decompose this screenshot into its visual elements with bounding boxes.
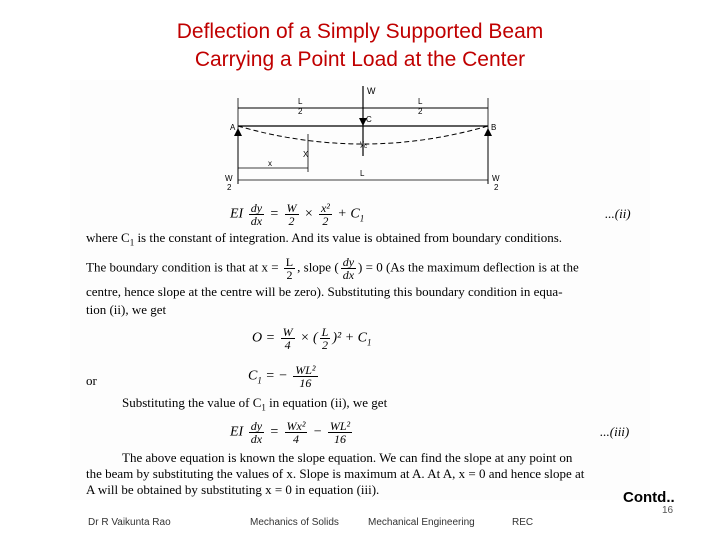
svg-text:x: x (268, 159, 272, 168)
equation-iii: EI $\frac{dy}{dx}$ = $\frac{\text{Wx²}}{4}$ − $\frac{\text{WL²}}{16}$ (230, 419, 351, 446)
svg-text:2: 2 (494, 183, 499, 192)
svg-text:W: W (492, 174, 500, 183)
continued-label: Contd.. (623, 489, 675, 506)
text-line-tion: tion (ii), we get (86, 302, 167, 317)
svg-text:B: B (491, 123, 497, 132)
svg-text:W: W (225, 174, 233, 183)
svg-text:A: A (230, 123, 236, 132)
page-number: 16 (662, 505, 674, 516)
title-line-1: Deflection of a Simply Supported Beam (176, 20, 544, 43)
title-line-2: Carrying a Point Load at the Center (194, 48, 526, 71)
boundary-condition-line: The boundary condition is that at x = $\frac{L}{2}$ , slope ( $\frac{dy}{dx}$ ) = 0 (As the maximum deflection is at the (86, 255, 579, 282)
footer-course: Mechanics of Solids (250, 517, 339, 528)
slide-title (0, 18, 720, 74)
svg-text:L: L (360, 169, 365, 178)
load-label: W (367, 86, 376, 96)
equation-iii-tag: ...(iii) (600, 424, 630, 439)
or-label: or (86, 373, 97, 388)
textbook-scan (70, 80, 650, 500)
paragraph-line-2: the beam by substituting the values of x. Slope is maximum at A. At A, x = 0 and hence slope at (86, 466, 585, 481)
svg-text:X: X (303, 150, 309, 159)
svg-text:2: 2 (227, 183, 232, 192)
where-line: where $C_1$ is the constant of integration. And its value is obtained from boundary conditions. (86, 230, 563, 248)
footer-author: Dr R Vaikunta Rao (88, 517, 171, 528)
equation-c1: $C_1$ = − $\frac{\text{WL²}}{16}$ (248, 363, 316, 390)
svg-text:C: C (366, 115, 372, 124)
equation-ii: EI $\frac{dy}{dx}$ = $\frac{W}{2}$ × $\frac{\text{x²}}{2}$ + $C_1$ (230, 201, 365, 228)
substituting-line: Substituting the value of $C_1$ in equation (ii), we get (122, 395, 388, 413)
text-line-centre: centre, hence slope at the centre will be zero). Substituting this boundary condition in equa- (86, 284, 563, 299)
svg-text:L: L (298, 97, 303, 106)
svg-text:yc: $y_c$ (360, 139, 367, 150)
svg-text:L: L (418, 97, 423, 106)
equation-ii-tag: ...(ii) (605, 206, 631, 221)
paragraph-line-3: A will be obtained by substituting x = 0 in equation (iii). (86, 482, 380, 497)
equation-zero: O = $\frac{W}{4}$ × ( $\frac{L}{2}$ )$^2 + C_1$ (252, 325, 372, 352)
footer-department: Mechanical Engineering (368, 517, 475, 528)
paragraph-line-1: The above equation is known the slope equation. We can find the slope at any point on (122, 450, 573, 465)
footer-institution: REC (512, 517, 534, 528)
svg-text:2: 2 (298, 107, 303, 116)
svg-text:2: 2 (418, 107, 423, 116)
beam-diagram (220, 84, 570, 194)
